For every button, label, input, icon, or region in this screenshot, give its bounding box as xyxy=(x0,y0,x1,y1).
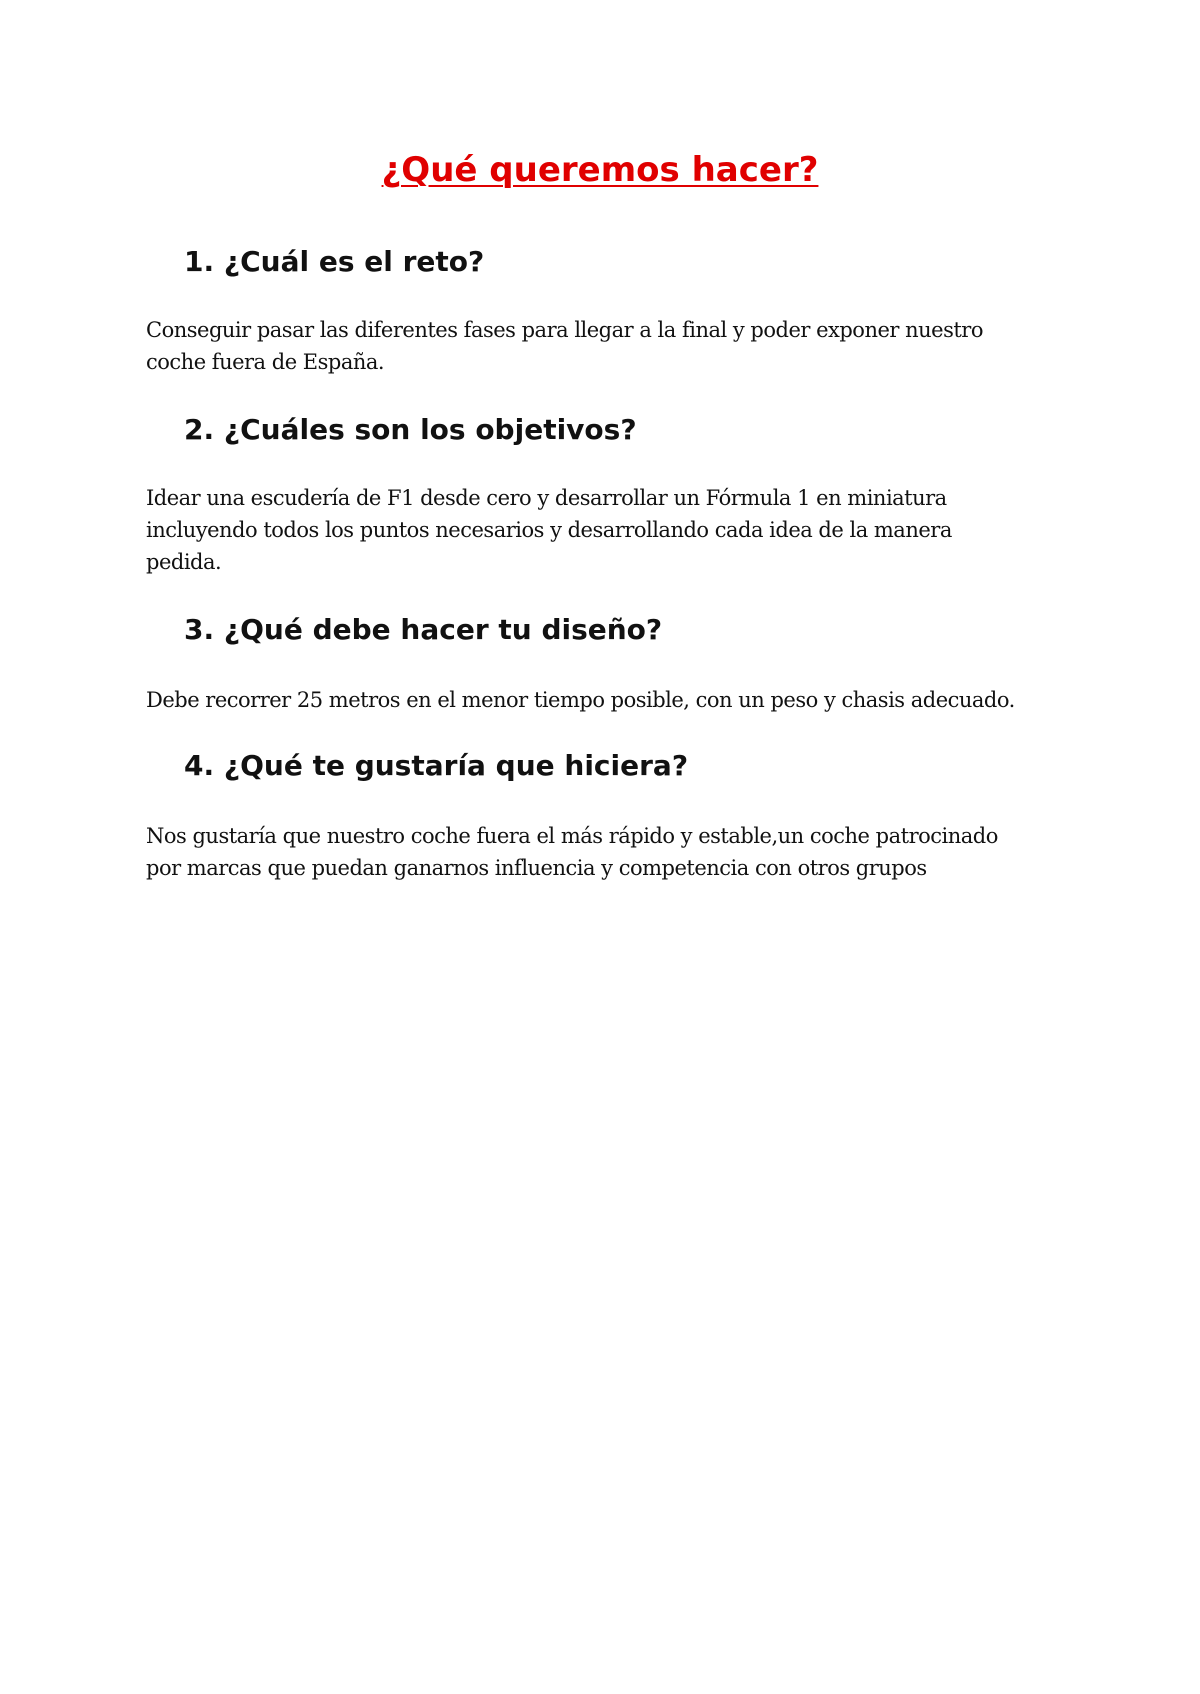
section-2-line-3: pedida. xyxy=(146,550,222,574)
section-3-line-1: Debe recorrer 25 metros en el menor tiempo posible, con un peso y chasis adecuado. xyxy=(146,688,1015,712)
document-title-text: ¿Qué queremos hacer? xyxy=(381,150,819,190)
section-1-line-1: Conseguir pasar las diferentes fases para llegar a la final y poder exponer nuestro xyxy=(146,318,983,342)
section-1-paragraph xyxy=(146,314,1066,378)
section-3-heading: 3. ¿Qué debe hacer tu diseño? xyxy=(184,613,663,646)
section-4-paragraph xyxy=(146,820,1066,884)
section-3-paragraph xyxy=(146,684,1066,716)
section-4-line-1: Nos gustaría que nuestro coche fuera el más rápido y estable,un coche patrocinado xyxy=(146,824,998,848)
section-2-paragraph xyxy=(146,482,1066,578)
document-title xyxy=(0,148,1200,192)
section-4-line-2: por marcas que puedan ganarnos influencia y competencia con otros grupos xyxy=(146,856,927,880)
section-1-line-2: coche fuera de España. xyxy=(146,350,385,374)
section-4-heading: 4. ¿Qué te gustaría que hiciera? xyxy=(184,749,689,782)
section-2-heading: 2. ¿Cuáles son los objetivos? xyxy=(184,413,637,446)
section-1-heading: 1. ¿Cuál es el reto? xyxy=(184,245,485,278)
section-2-line-2: incluyendo todos los puntos necesarios y desarrollando cada idea de la manera xyxy=(146,518,952,542)
section-2-line-1: Idear una escudería de F1 desde cero y desarrollar un Fórmula 1 en miniatura xyxy=(146,486,947,510)
